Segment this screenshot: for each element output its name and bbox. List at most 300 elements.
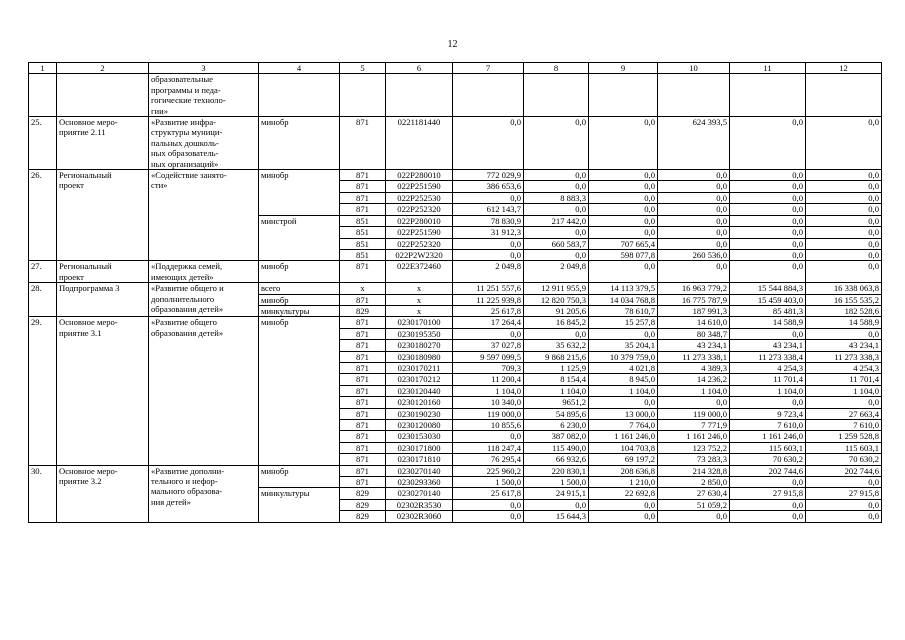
year-value-7: 0,0: [453, 328, 524, 339]
program-name: Региональный проект: [57, 170, 149, 261]
year-value-11: 27 915,8: [730, 488, 806, 499]
budget-classification-code: [386, 74, 453, 117]
year-value-12: 0,0: [806, 328, 882, 339]
budget-classification-code: 0230170211: [386, 362, 453, 373]
year-value-10: 11 273 338,1: [658, 351, 730, 362]
year-value-9: 0,0: [589, 397, 658, 408]
year-value-7: 386 653,6: [453, 181, 524, 192]
grbs-code: 871: [340, 117, 386, 170]
year-value-7: 11 200,4: [453, 374, 524, 385]
year-value-8: 66 932,6: [524, 454, 589, 465]
year-value-10: 1 161 246,0: [658, 431, 730, 442]
year-value-11: 43 234,1: [730, 340, 806, 351]
year-value-10: 0,0: [658, 261, 730, 283]
column-header-11: 11: [730, 63, 806, 74]
year-value-12: 0,0: [806, 397, 882, 408]
executor: минкультуры: [259, 305, 340, 316]
year-value-9: 0,0: [589, 204, 658, 215]
budget-classification-code: 0230120080: [386, 420, 453, 431]
grbs-code: 871: [340, 351, 386, 362]
year-value-10: 0,0: [658, 215, 730, 226]
year-value-11: 0,0: [730, 328, 806, 339]
budget-classification-code: 0221181440: [386, 117, 453, 170]
budget-table: [28, 62, 882, 523]
year-value-9: 104 703,8: [589, 442, 658, 453]
budget-classification-code: 02302R3530: [386, 499, 453, 510]
year-value-11: 1 161 246,0: [730, 431, 806, 442]
year-value-12: 16 338 063,8: [806, 283, 882, 294]
year-value-10: 0,0: [658, 181, 730, 192]
budget-classification-code: 022P280010: [386, 215, 453, 226]
table-row: [29, 465, 882, 476]
year-value-7: 0,0: [453, 431, 524, 442]
program-description: «Развитие общего образования детей»: [149, 317, 259, 465]
grbs-code: 871: [340, 261, 386, 283]
year-value-11: 0,0: [730, 261, 806, 283]
year-value-9: 69 197,2: [589, 454, 658, 465]
year-value-9: 0,0: [589, 170, 658, 181]
year-value-9: 14 034 768,8: [589, 294, 658, 305]
budget-classification-code: 022P280010: [386, 170, 453, 181]
budget-classification-code: 022P252320: [386, 238, 453, 249]
budget-classification-code: 022E372460: [386, 261, 453, 283]
table-header-row: [29, 63, 882, 74]
row-number: 29.: [29, 317, 57, 465]
table-row: [29, 317, 882, 328]
budget-classification-code: 0230153030: [386, 431, 453, 442]
budget-classification-code: 0230293360: [386, 477, 453, 488]
year-value-10: 0,0: [658, 192, 730, 203]
year-value-7: 0,0: [453, 511, 524, 522]
year-value-9: 10 379 759,0: [589, 351, 658, 362]
executor: минобр: [259, 294, 340, 305]
year-value-11: 0,0: [730, 397, 806, 408]
year-value-12: [806, 74, 882, 117]
column-header-10: 10: [658, 63, 730, 74]
year-value-12: 1 259 528,8: [806, 431, 882, 442]
grbs-code: 829: [340, 511, 386, 522]
year-value-7: 225 960,2: [453, 465, 524, 476]
budget-classification-code: 022P251590: [386, 181, 453, 192]
year-value-11: 0,0: [730, 181, 806, 192]
column-header-5: 5: [340, 63, 386, 74]
grbs-code: 871: [340, 442, 386, 453]
year-value-8: 15 644,3: [524, 511, 589, 522]
year-value-10: 1 104,0: [658, 385, 730, 396]
executor: минстрой: [259, 215, 340, 261]
year-value-8: 115 490,0: [524, 442, 589, 453]
year-value-7: 17 264,4: [453, 317, 524, 328]
row-number: 27.: [29, 261, 57, 283]
budget-classification-code: 022P252320: [386, 204, 453, 215]
year-value-9: 7 764,0: [589, 420, 658, 431]
executor: минобр: [259, 317, 340, 465]
year-value-11: 0,0: [730, 477, 806, 488]
year-value-11: 0,0: [730, 227, 806, 238]
year-value-10: 27 630,4: [658, 488, 730, 499]
column-header-9: 9: [589, 63, 658, 74]
year-value-12: 202 744,6: [806, 465, 882, 476]
year-value-11: 85 481,3: [730, 305, 806, 316]
grbs-code: 851: [340, 227, 386, 238]
year-value-10: 0,0: [658, 227, 730, 238]
budget-classification-code: 0230270140: [386, 465, 453, 476]
year-value-10: 624 393,5: [658, 117, 730, 170]
program-name: Региональный проект: [57, 261, 149, 283]
budget-classification-code: 0230171810: [386, 454, 453, 465]
year-value-12: 11 701,4: [806, 374, 882, 385]
row-number: 28.: [29, 283, 57, 317]
year-value-12: 0,0: [806, 117, 882, 170]
year-value-7: 0,0: [453, 238, 524, 249]
year-value-8: 35 632,2: [524, 340, 589, 351]
grbs-code: 851: [340, 215, 386, 226]
program-name: Основное меро- приятие 3.1: [57, 317, 149, 465]
year-value-10: 73 283,3: [658, 454, 730, 465]
year-value-9: 8 945,0: [589, 374, 658, 385]
budget-classification-code: 0230195350: [386, 328, 453, 339]
year-value-8: 8 883,3: [524, 192, 589, 203]
year-value-7: 1 500,0: [453, 477, 524, 488]
grbs-code: 871: [340, 385, 386, 396]
year-value-7: 10 855,6: [453, 420, 524, 431]
year-value-9: 14 113 379,5: [589, 283, 658, 294]
year-value-8: 0,0: [524, 170, 589, 181]
year-value-9: 35 204,1: [589, 340, 658, 351]
year-value-9: 1 104,0: [589, 385, 658, 396]
year-value-12: 4 254,3: [806, 362, 882, 373]
year-value-12: 0,0: [806, 499, 882, 510]
year-value-11: 115 603,1: [730, 442, 806, 453]
budget-classification-code: 0230270140: [386, 488, 453, 499]
year-value-7: 0,0: [453, 499, 524, 510]
year-value-7: 118 247,4: [453, 442, 524, 453]
year-value-7: 10 340,0: [453, 397, 524, 408]
year-value-11: 0,0: [730, 204, 806, 215]
year-value-9: 1 210,0: [589, 477, 658, 488]
year-value-11: 9 723,4: [730, 408, 806, 419]
year-value-8: 24 915,1: [524, 488, 589, 499]
budget-classification-code: 0230170100: [386, 317, 453, 328]
program-name: Основное меро- приятие 3.2: [57, 465, 149, 522]
year-value-11: 0,0: [730, 192, 806, 203]
executor: минобр: [259, 117, 340, 170]
program-description: «Содействие занято- сти»: [149, 170, 259, 261]
grbs-code: 871: [340, 374, 386, 385]
row-number: 25.: [29, 117, 57, 170]
grbs-code: 871: [340, 362, 386, 373]
budget-classification-code: 0230120440: [386, 385, 453, 396]
year-value-8: 660 583,7: [524, 238, 589, 249]
year-value-11: 70 630,2: [730, 454, 806, 465]
program-description: «Развитие общего и дополнительного образования детей»: [149, 283, 259, 317]
year-value-12: 0,0: [806, 227, 882, 238]
row-number: [29, 74, 57, 117]
year-value-10: 14 610,0: [658, 317, 730, 328]
program-description: «Развитие инфра- структуры муници- пальных дошколь- ных образователь- ных организаций»: [149, 117, 259, 170]
grbs-code: 871: [340, 431, 386, 442]
year-value-8: 16 845,2: [524, 317, 589, 328]
year-value-12: 16 155 535,2: [806, 294, 882, 305]
year-value-12: 0,0: [806, 238, 882, 249]
year-value-10: 119 000,0: [658, 408, 730, 419]
column-header-8: 8: [524, 63, 589, 74]
grbs-code: 871: [340, 465, 386, 476]
year-value-12: 115 603,1: [806, 442, 882, 453]
grbs-code: 871: [340, 294, 386, 305]
year-value-11: 202 744,6: [730, 465, 806, 476]
year-value-10: 43 234,1: [658, 340, 730, 351]
column-header-4: 4: [259, 63, 340, 74]
year-value-7: [453, 74, 524, 117]
year-value-9: 1 161 246,0: [589, 431, 658, 442]
year-value-11: 0,0: [730, 117, 806, 170]
year-value-10: 0,0: [658, 170, 730, 181]
year-value-7: 772 029,9: [453, 170, 524, 181]
year-value-9: 0,0: [589, 227, 658, 238]
year-value-12: 0,0: [806, 170, 882, 181]
year-value-8: 220 830,1: [524, 465, 589, 476]
year-value-8: 12 911 955,9: [524, 283, 589, 294]
grbs-code: 871: [340, 340, 386, 351]
year-value-7: 25 617,8: [453, 305, 524, 316]
year-value-12: 43 234,1: [806, 340, 882, 351]
column-header-1: 1: [29, 63, 57, 74]
grbs-code: 871: [340, 397, 386, 408]
year-value-10: 16 775 787,9: [658, 294, 730, 305]
grbs-code: 871: [340, 477, 386, 488]
grbs-code: 871: [340, 420, 386, 431]
grbs-code: 871: [340, 170, 386, 181]
column-header-2: 2: [57, 63, 149, 74]
year-value-8: 54 895,6: [524, 408, 589, 419]
grbs-code: 871: [340, 408, 386, 419]
year-value-12: 11 273 338,3: [806, 351, 882, 362]
year-value-10: 0,0: [658, 397, 730, 408]
program-name: Подпрограмма 3: [57, 283, 149, 317]
table-row: [29, 170, 882, 181]
grbs-code: 851: [340, 249, 386, 260]
budget-classification-code: 02302R3060: [386, 511, 453, 522]
year-value-7: 25 617,8: [453, 488, 524, 499]
year-value-8: 1 125,9: [524, 362, 589, 373]
column-header-6: 6: [386, 63, 453, 74]
year-value-9: 13 000,0: [589, 408, 658, 419]
year-value-11: 1 104,0: [730, 385, 806, 396]
year-value-12: 182 528,6: [806, 305, 882, 316]
year-value-8: 9 868 215,6: [524, 351, 589, 362]
row-number: 30.: [29, 465, 57, 522]
year-value-8: 387 082,0: [524, 431, 589, 442]
year-value-7: 78 830,9: [453, 215, 524, 226]
year-value-11: 0,0: [730, 249, 806, 260]
column-header-7: 7: [453, 63, 524, 74]
year-value-8: 217 442,0: [524, 215, 589, 226]
year-value-11: [730, 74, 806, 117]
budget-classification-code: 0230120160: [386, 397, 453, 408]
year-value-11: 0,0: [730, 511, 806, 522]
year-value-12: 0,0: [806, 192, 882, 203]
grbs-code: 871: [340, 454, 386, 465]
grbs-code: 871: [340, 317, 386, 328]
year-value-7: 0,0: [453, 192, 524, 203]
year-value-9: 22 692,8: [589, 488, 658, 499]
year-value-12: 7 610,0: [806, 420, 882, 431]
year-value-8: 0,0: [524, 499, 589, 510]
grbs-code: 851: [340, 238, 386, 249]
year-value-9: 707 665,4: [589, 238, 658, 249]
executor: минкультуры: [259, 488, 340, 522]
table-row: [29, 74, 882, 117]
grbs-code: 871: [340, 204, 386, 215]
page-number: 12: [447, 39, 458, 50]
year-value-12: 27 663,4: [806, 408, 882, 419]
year-value-9: 0,0: [589, 181, 658, 192]
year-value-11: 15 544 884,3: [730, 283, 806, 294]
year-value-10: 0,0: [658, 511, 730, 522]
year-value-7: 612 143,7: [453, 204, 524, 215]
program-name: [57, 74, 149, 117]
year-value-11: 11 273 338,4: [730, 351, 806, 362]
year-value-11: 7 610,0: [730, 420, 806, 431]
year-value-11: 0,0: [730, 499, 806, 510]
year-value-7: 11 251 557,6: [453, 283, 524, 294]
budget-classification-code: 022P251590: [386, 227, 453, 238]
grbs-code: 871: [340, 328, 386, 339]
year-value-12: 0,0: [806, 477, 882, 488]
year-value-9: 208 636,8: [589, 465, 658, 476]
year-value-12: 0,0: [806, 215, 882, 226]
grbs-code: x: [340, 283, 386, 294]
year-value-8: 2 049,8: [524, 261, 589, 283]
executor: минобр: [259, 170, 340, 216]
year-value-9: 598 077,8: [589, 249, 658, 260]
budget-classification-code: x: [386, 305, 453, 316]
year-value-11: 0,0: [730, 170, 806, 181]
year-value-9: 0,0: [589, 192, 658, 203]
year-value-7: 2 049,8: [453, 261, 524, 283]
year-value-8: 91 205,6: [524, 305, 589, 316]
grbs-code: 829: [340, 488, 386, 499]
year-value-8: 0,0: [524, 328, 589, 339]
executor: минобр: [259, 261, 340, 283]
grbs-code: 871: [340, 181, 386, 192]
year-value-7: 0,0: [453, 249, 524, 260]
year-value-7: 119 000,0: [453, 408, 524, 419]
column-header-12: 12: [806, 63, 882, 74]
year-value-10: 2 850,0: [658, 477, 730, 488]
budget-classification-code: 0230180980: [386, 351, 453, 362]
year-value-8: 6 230,0: [524, 420, 589, 431]
year-value-9: 0,0: [589, 117, 658, 170]
year-value-10: 14 236,2: [658, 374, 730, 385]
year-value-12: 0,0: [806, 249, 882, 260]
year-value-9: 0,0: [589, 499, 658, 510]
budget-classification-code: x: [386, 283, 453, 294]
year-value-9: 15 257,8: [589, 317, 658, 328]
executor: минобр: [259, 465, 340, 488]
row-number: 26.: [29, 170, 57, 261]
year-value-11: 15 459 403,0: [730, 294, 806, 305]
year-value-8: 9651,2: [524, 397, 589, 408]
year-value-10: 4 389,3: [658, 362, 730, 373]
year-value-8: 0,0: [524, 227, 589, 238]
budget-classification-code: 022P252530: [386, 192, 453, 203]
year-value-12: 0,0: [806, 204, 882, 215]
year-value-7: 31 912,3: [453, 227, 524, 238]
year-value-9: [589, 74, 658, 117]
program-description: образовательные программы и педа- гогические техноло- гии»: [149, 74, 259, 117]
year-value-12: 70 630,2: [806, 454, 882, 465]
year-value-10: 0,0: [658, 204, 730, 215]
year-value-7: 37 027,8: [453, 340, 524, 351]
budget-classification-code: 0230190230: [386, 408, 453, 419]
year-value-10: 187 991,3: [658, 305, 730, 316]
year-value-11: 0,0: [730, 215, 806, 226]
year-value-12: 1 104,0: [806, 385, 882, 396]
year-value-7: 11 225 939,8: [453, 294, 524, 305]
column-header-3: 3: [149, 63, 259, 74]
year-value-10: 51 059,2: [658, 499, 730, 510]
program-description: «Развитие дополни- тельного и нефор- мального образова- ния детей»: [149, 465, 259, 522]
year-value-7: 9 597 099,5: [453, 351, 524, 362]
year-value-8: 0,0: [524, 181, 589, 192]
year-value-10: 0,0: [658, 238, 730, 249]
year-value-8: 0,0: [524, 117, 589, 170]
year-value-8: 8 154,4: [524, 374, 589, 385]
year-value-9: 78 610,7: [589, 305, 658, 316]
grbs-code: [340, 74, 386, 117]
grbs-code: 829: [340, 499, 386, 510]
budget-classification-code: 0230171800: [386, 442, 453, 453]
year-value-10: [658, 74, 730, 117]
grbs-code: 871: [340, 192, 386, 203]
year-value-8: 0,0: [524, 204, 589, 215]
year-value-10: 80 348,7: [658, 328, 730, 339]
year-value-12: 0,0: [806, 261, 882, 283]
year-value-10: 7 771,9: [658, 420, 730, 431]
year-value-8: 1 104,0: [524, 385, 589, 396]
year-value-7: 709,3: [453, 362, 524, 373]
year-value-8: 12 820 750,3: [524, 294, 589, 305]
budget-classification-code: 022P2W2320: [386, 249, 453, 260]
year-value-11: 14 588,9: [730, 317, 806, 328]
year-value-9: 0,0: [589, 511, 658, 522]
year-value-12: 0,0: [806, 181, 882, 192]
executor: всего: [259, 283, 340, 294]
year-value-11: 4 254,3: [730, 362, 806, 373]
year-value-7: 1 104,0: [453, 385, 524, 396]
budget-classification-code: x: [386, 294, 453, 305]
year-value-9: 4 021,8: [589, 362, 658, 373]
year-value-8: [524, 74, 589, 117]
year-value-11: 11 701,4: [730, 374, 806, 385]
year-value-10: 214 328,8: [658, 465, 730, 476]
year-value-12: 27 915,8: [806, 488, 882, 499]
year-value-10: 123 752,2: [658, 442, 730, 453]
year-value-7: 76 295,4: [453, 454, 524, 465]
year-value-10: 260 536,0: [658, 249, 730, 260]
year-value-12: 0,0: [806, 511, 882, 522]
year-value-8: 0,0: [524, 249, 589, 260]
year-value-7: 0,0: [453, 117, 524, 170]
grbs-code: 829: [340, 305, 386, 316]
year-value-9: 0,0: [589, 328, 658, 339]
executor: [259, 74, 340, 117]
year-value-12: 14 588,9: [806, 317, 882, 328]
year-value-8: 1 500,0: [524, 477, 589, 488]
program-description: «Поддержка семей, имеющих детей»: [149, 261, 259, 283]
